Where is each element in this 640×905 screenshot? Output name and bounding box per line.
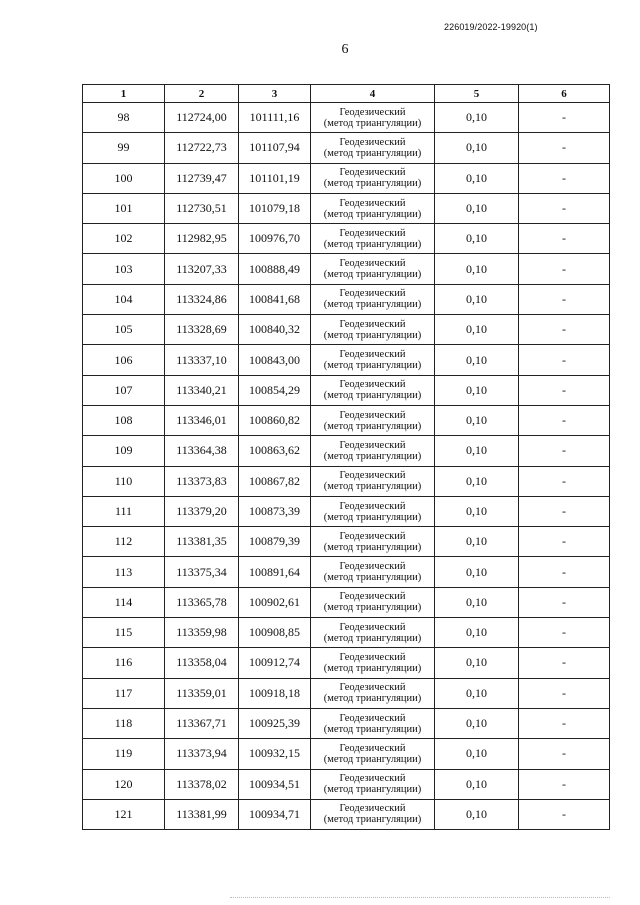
table-row [83,254,610,284]
y-coordinate-cell: 100932,15 [239,739,311,769]
method-cell [311,708,435,738]
y-coordinate-cell: 101111,16 [239,103,311,133]
method-cell [311,103,435,133]
point-number-cell: 116 [83,648,165,678]
point-number-cell: 119 [83,739,165,769]
method-detail: (метод триангуляции) [323,511,422,523]
x-coordinate-cell: 113359,01 [165,678,239,708]
x-coordinate-cell: 113379,20 [165,496,239,526]
method-detail: (метод триангуляции) [323,360,422,372]
x-coordinate-cell: 113328,69 [165,315,239,345]
method-detail: (метод триангуляции) [323,723,422,735]
method-detail: (метод триангуляции) [323,208,422,220]
method-name: Геодезический [339,106,406,118]
method-name: Геодезический [339,439,406,451]
method-cell [311,678,435,708]
column-header: 5 [435,85,519,103]
method-detail: (метод триангуляции) [323,693,422,705]
page-number: 6 [341,42,349,57]
point-number-cell: 105 [83,315,165,345]
method-detail: (метод триангуляции) [323,753,422,765]
point-number-cell: 106 [83,345,165,375]
y-coordinate-cell: 100860,82 [239,405,311,435]
column-header: 1 [83,85,165,103]
table-row [83,375,610,405]
method-detail: (метод триангуляции) [323,420,422,432]
x-coordinate-cell: 112724,00 [165,103,239,133]
note-cell: - [519,618,610,648]
method-name: Геодезический [339,379,406,391]
method-name: Геодезический [339,742,406,754]
note-cell: - [519,254,610,284]
table-row [83,224,610,254]
x-coordinate-cell: 113364,38 [165,436,239,466]
method-name: Геодезический [339,500,406,512]
method-cell [311,224,435,254]
note-cell: - [519,315,610,345]
x-coordinate-cell: 112730,51 [165,193,239,223]
method-name: Геодезический [339,803,406,815]
method-detail: (метод триангуляции) [323,814,422,826]
y-coordinate-cell: 100888,49 [239,254,311,284]
method-cell [311,163,435,193]
accuracy-cell: 0,10 [435,527,519,557]
table-row [83,133,610,163]
table-body [83,103,610,830]
x-coordinate-cell: 112722,73 [165,133,239,163]
accuracy-cell: 0,10 [435,496,519,526]
table-row [83,799,610,829]
accuracy-cell: 0,10 [435,436,519,466]
accuracy-cell: 0,10 [435,466,519,496]
method-detail: (метод триангуляции) [323,299,422,311]
method-cell [311,648,435,678]
y-coordinate-cell: 100841,68 [239,284,311,314]
x-coordinate-cell: 113207,33 [165,254,239,284]
method-name: Геодезический [339,349,406,361]
note-cell: - [519,587,610,617]
x-coordinate-cell: 112739,47 [165,163,239,193]
accuracy-cell: 0,10 [435,708,519,738]
x-coordinate-cell: 113373,83 [165,466,239,496]
method-name: Геодезический [339,258,406,270]
method-cell [311,405,435,435]
method-cell [311,769,435,799]
table-row [83,496,610,526]
method-cell [311,587,435,617]
scan-artifact-line [230,897,610,899]
method-cell [311,133,435,163]
method-detail: (метод триангуляции) [323,481,422,493]
method-detail: (метод триангуляции) [323,238,422,250]
point-number-cell: 115 [83,618,165,648]
note-cell: - [519,224,610,254]
note-cell: - [519,708,610,738]
method-name: Геодезический [339,288,406,300]
point-number-cell: 118 [83,708,165,738]
accuracy-cell: 0,10 [435,193,519,223]
point-number-cell: 120 [83,769,165,799]
document-id: 226019/2022-19920(1) [444,22,538,32]
note-cell: - [519,405,610,435]
point-number-cell: 112 [83,527,165,557]
accuracy-cell: 0,10 [435,103,519,133]
method-cell [311,345,435,375]
table-row [83,769,610,799]
point-number-cell: 101 [83,193,165,223]
x-coordinate-cell: 113367,71 [165,708,239,738]
y-coordinate-cell: 100863,62 [239,436,311,466]
table-row [83,708,610,738]
table-row [83,587,610,617]
column-header: 6 [519,85,610,103]
y-coordinate-cell: 100912,74 [239,648,311,678]
method-name: Геодезический [339,530,406,542]
note-cell: - [519,193,610,223]
y-coordinate-cell: 100908,85 [239,618,311,648]
accuracy-cell: 0,10 [435,799,519,829]
accuracy-cell: 0,10 [435,315,519,345]
point-number-cell: 111 [83,496,165,526]
table-row [83,527,610,557]
y-coordinate-cell: 100976,70 [239,224,311,254]
point-number-cell: 100 [83,163,165,193]
method-detail: (метод триангуляции) [323,269,422,281]
point-number-cell: 103 [83,254,165,284]
accuracy-cell: 0,10 [435,769,519,799]
y-coordinate-cell: 100843,00 [239,345,311,375]
method-cell [311,375,435,405]
table-row [83,345,610,375]
method-cell [311,557,435,587]
method-detail: (метод триангуляции) [323,602,422,614]
accuracy-cell: 0,10 [435,557,519,587]
accuracy-cell: 0,10 [435,648,519,678]
method-cell [311,254,435,284]
y-coordinate-cell: 100934,51 [239,769,311,799]
table-row [83,193,610,223]
x-coordinate-cell: 113340,21 [165,375,239,405]
table-row [83,284,610,314]
point-number-cell: 99 [83,133,165,163]
accuracy-cell: 0,10 [435,618,519,648]
method-name: Геодезический [339,318,406,330]
method-name: Геодезический [339,470,406,482]
table-row [83,163,610,193]
table-header-row [83,85,610,103]
y-coordinate-cell: 101107,94 [239,133,311,163]
method-name: Геодезический [339,136,406,148]
accuracy-cell: 0,10 [435,678,519,708]
y-coordinate-cell: 100891,64 [239,557,311,587]
x-coordinate-cell: 112982,95 [165,224,239,254]
method-name: Геодезический [339,651,406,663]
method-detail: (метод триангуляции) [323,632,422,644]
method-detail: (метод триангуляции) [323,450,422,462]
note-cell: - [519,557,610,587]
accuracy-cell: 0,10 [435,284,519,314]
note-cell: - [519,466,610,496]
y-coordinate-cell: 100867,82 [239,466,311,496]
note-cell: - [519,496,610,526]
method-cell [311,284,435,314]
accuracy-cell: 0,10 [435,254,519,284]
column-header: 4 [311,85,435,103]
method-name: Геодезический [339,227,406,239]
y-coordinate-cell: 100925,39 [239,708,311,738]
x-coordinate-cell: 113381,35 [165,527,239,557]
table-row [83,618,610,648]
method-name: Геодезический [339,409,406,421]
point-number-cell: 117 [83,678,165,708]
method-detail: (метод триангуляции) [323,541,422,553]
y-coordinate-cell: 100934,71 [239,799,311,829]
table-row [83,103,610,133]
y-coordinate-cell: 100873,39 [239,496,311,526]
point-number-cell: 102 [83,224,165,254]
y-coordinate-cell: 100902,61 [239,587,311,617]
x-coordinate-cell: 113337,10 [165,345,239,375]
method-cell [311,193,435,223]
method-cell [311,527,435,557]
coordinates-table [82,84,610,830]
method-name: Геодезический [339,561,406,573]
method-name: Геодезический [339,712,406,724]
method-name: Геодезический [339,621,406,633]
method-detail: (метод триангуляции) [323,329,422,341]
note-cell: - [519,436,610,466]
y-coordinate-cell: 101079,18 [239,193,311,223]
method-name: Геодезический [339,682,406,694]
method-cell [311,618,435,648]
method-cell [311,436,435,466]
column-header: 3 [239,85,311,103]
point-number-cell: 113 [83,557,165,587]
table-row [83,678,610,708]
x-coordinate-cell: 113378,02 [165,769,239,799]
x-coordinate-cell: 113359,98 [165,618,239,648]
method-name: Геодезический [339,197,406,209]
x-coordinate-cell: 113324,86 [165,284,239,314]
note-cell: - [519,769,610,799]
point-number-cell: 104 [83,284,165,314]
method-detail: (метод триангуляции) [323,572,422,584]
note-cell: - [519,345,610,375]
accuracy-cell: 0,10 [435,133,519,163]
y-coordinate-cell: 100879,39 [239,527,311,557]
x-coordinate-cell: 113381,99 [165,799,239,829]
point-number-cell: 110 [83,466,165,496]
y-coordinate-cell: 101101,19 [239,163,311,193]
accuracy-cell: 0,10 [435,375,519,405]
column-header: 2 [165,85,239,103]
table-row [83,648,610,678]
table-row [83,739,610,769]
accuracy-cell: 0,10 [435,405,519,435]
note-cell: - [519,133,610,163]
method-detail: (метод триангуляции) [323,662,422,674]
note-cell: - [519,375,610,405]
accuracy-cell: 0,10 [435,163,519,193]
point-number-cell: 109 [83,436,165,466]
method-cell [311,799,435,829]
method-name: Геодезический [339,591,406,603]
accuracy-cell: 0,10 [435,224,519,254]
method-detail: (метод триангуляции) [323,147,422,159]
note-cell: - [519,284,610,314]
x-coordinate-cell: 113375,34 [165,557,239,587]
method-name: Геодезический [339,167,406,179]
note-cell: - [519,648,610,678]
method-detail: (метод триангуляции) [323,117,422,129]
y-coordinate-cell: 100840,32 [239,315,311,345]
method-cell [311,315,435,345]
method-detail: (метод триангуляции) [323,784,422,796]
accuracy-cell: 0,10 [435,739,519,769]
x-coordinate-cell: 113358,04 [165,648,239,678]
accuracy-cell: 0,10 [435,345,519,375]
method-cell [311,466,435,496]
note-cell: - [519,163,610,193]
method-cell [311,739,435,769]
point-number-cell: 121 [83,799,165,829]
point-number-cell: 114 [83,587,165,617]
table-row [83,436,610,466]
method-cell [311,496,435,526]
method-detail: (метод триангуляции) [323,390,422,402]
x-coordinate-cell: 113346,01 [165,405,239,435]
x-coordinate-cell: 113365,78 [165,587,239,617]
y-coordinate-cell: 100918,18 [239,678,311,708]
table-row [83,315,610,345]
note-cell: - [519,739,610,769]
note-cell: - [519,527,610,557]
method-detail: (метод триангуляции) [323,178,422,190]
note-cell: - [519,103,610,133]
table-row [83,466,610,496]
accuracy-cell: 0,10 [435,587,519,617]
x-coordinate-cell: 113373,94 [165,739,239,769]
point-number-cell: 98 [83,103,165,133]
table-row [83,405,610,435]
method-name: Геодезический [339,773,406,785]
point-number-cell: 107 [83,375,165,405]
note-cell: - [519,799,610,829]
point-number-cell: 108 [83,405,165,435]
y-coordinate-cell: 100854,29 [239,375,311,405]
note-cell: - [519,678,610,708]
table-row [83,557,610,587]
